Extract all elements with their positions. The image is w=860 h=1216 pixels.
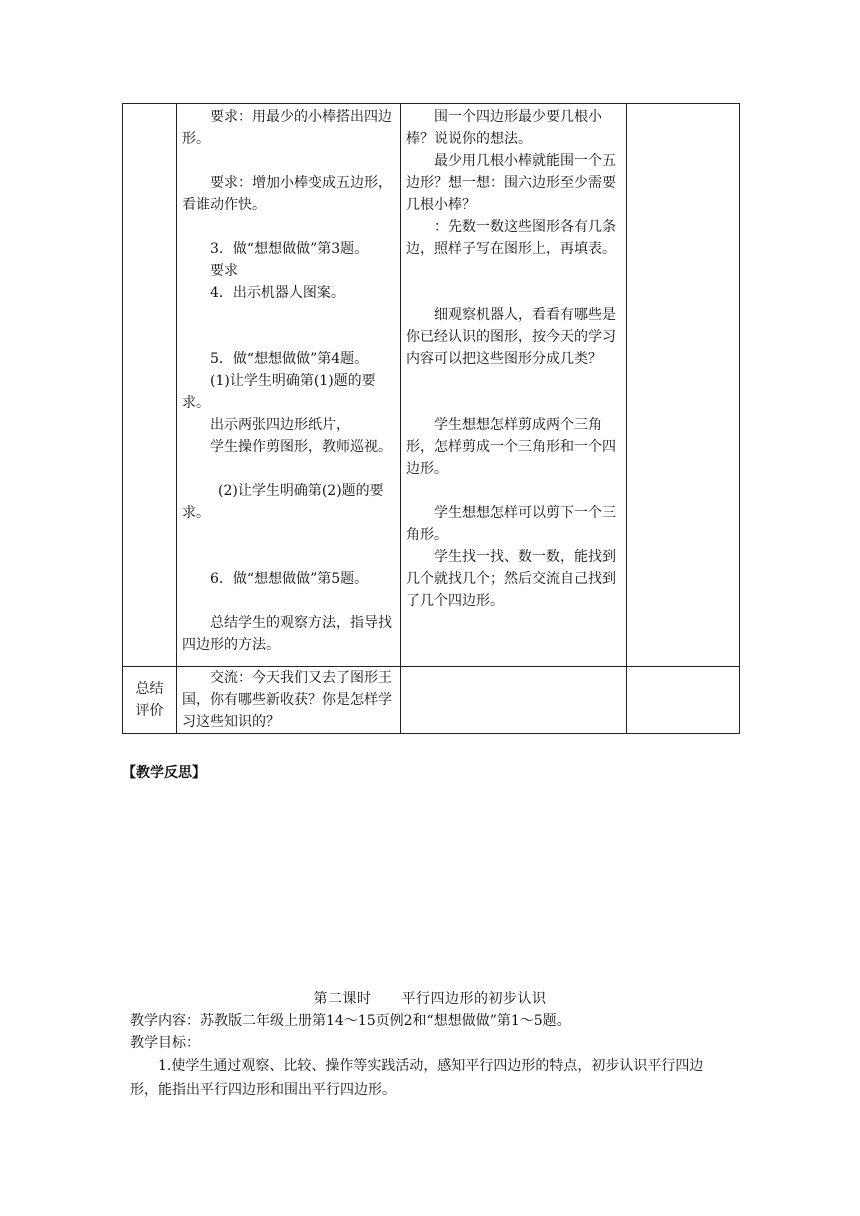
col2-text-6: 5．做“想想做做”第4题。 bbox=[210, 351, 369, 367]
summary-empty-cell-3 bbox=[401, 667, 627, 734]
col2-text-1: 要求：用最少的小棒搭出四边形。 bbox=[182, 109, 392, 147]
col2-text-4: 要求 bbox=[210, 263, 238, 279]
col3-text-6: 学生想想怎样可以剪下一个三角形。 bbox=[406, 505, 616, 543]
col3-text-7: 学生找一找、数一数，能找到几个就找几个；然后交流自己找到了几个四边形。 bbox=[406, 549, 616, 609]
summary-text: 交流：今天我们又去了图形王国，你有哪些新收获？你是怎样学习这些知识的？ bbox=[182, 670, 392, 730]
lesson-title-topic: 平行四边形的初步认识 bbox=[401, 991, 547, 1007]
col3-text-3: ：先数一数这些图形各有几条边，照样子写在图形上，再填表。 bbox=[406, 219, 616, 257]
col2-text-3: 3．做“想想做做”第3题。 bbox=[210, 241, 369, 257]
col3-text-2: 最少用几根小棒就能围一个五边形？想一想：围六边形至少需要几根小棒？ bbox=[406, 153, 616, 213]
summary-label-cell bbox=[123, 667, 177, 734]
lesson-table bbox=[122, 103, 740, 734]
empty-label-cell bbox=[123, 104, 177, 667]
activity-row bbox=[123, 104, 740, 667]
col2-text-10: (2)让学生明确第(2)题的要求。 bbox=[182, 483, 384, 521]
col2-text-5: 4．出示机器人图案。 bbox=[210, 285, 345, 301]
reflection-heading: 【教学反思】 bbox=[122, 765, 206, 781]
teacher-activity-cell bbox=[177, 104, 401, 667]
lesson-title-period: 第二课时 bbox=[313, 991, 372, 1007]
col3-text-5: 学生想想怎样剪成两个三角形，怎样剪成一个三角形和一个四边形。 bbox=[406, 417, 616, 477]
col3-text-4: 细观察机器人，看看有哪些是你已经认识的图形，按今天的学习内容可以把这些图形分成几类？ bbox=[406, 307, 616, 367]
lesson-goals-label: 教学目标： bbox=[130, 1035, 200, 1051]
col2-text-11: 6．做“想想做做”第5题。 bbox=[210, 571, 369, 587]
summary-text-cell bbox=[177, 667, 401, 734]
summary-empty-cell-4 bbox=[627, 667, 740, 734]
student-activity-cell bbox=[401, 104, 627, 667]
col2-text-7: (1)让学生明确第(1)题的要求。 bbox=[182, 373, 376, 411]
col2-text-12: 总结学生的观察方法，指导找四边形的方法。 bbox=[182, 615, 392, 653]
summary-row bbox=[123, 667, 740, 734]
col2-text-9: 学生操作剪图形，教师巡视。 bbox=[210, 439, 392, 455]
notes-cell bbox=[627, 104, 740, 667]
summary-label-line-2: 评价 bbox=[135, 703, 164, 719]
lesson-title bbox=[0, 988, 860, 1008]
lesson-content: 教学内容：苏教版二年级上册第14～15页例2和“想想做做”第1～5题。 bbox=[130, 1013, 571, 1029]
lesson-goal-1: 1.使学生通过观察、比较、操作等实践活动，感知平行四边形的特点，初步认识平行四边形，能指出平行四边形和围出平行四边形。 bbox=[130, 1058, 704, 1098]
summary-label-line-1: 总结 bbox=[135, 681, 164, 697]
col3-text-1: 围一个四边形最少要几根小棒？说说你的想法。 bbox=[406, 109, 602, 147]
col2-text-8: 出示两张四边形纸片， bbox=[210, 417, 350, 433]
col2-text-2: 要求：增加小棒变成五边形，看谁动作快。 bbox=[182, 175, 392, 213]
